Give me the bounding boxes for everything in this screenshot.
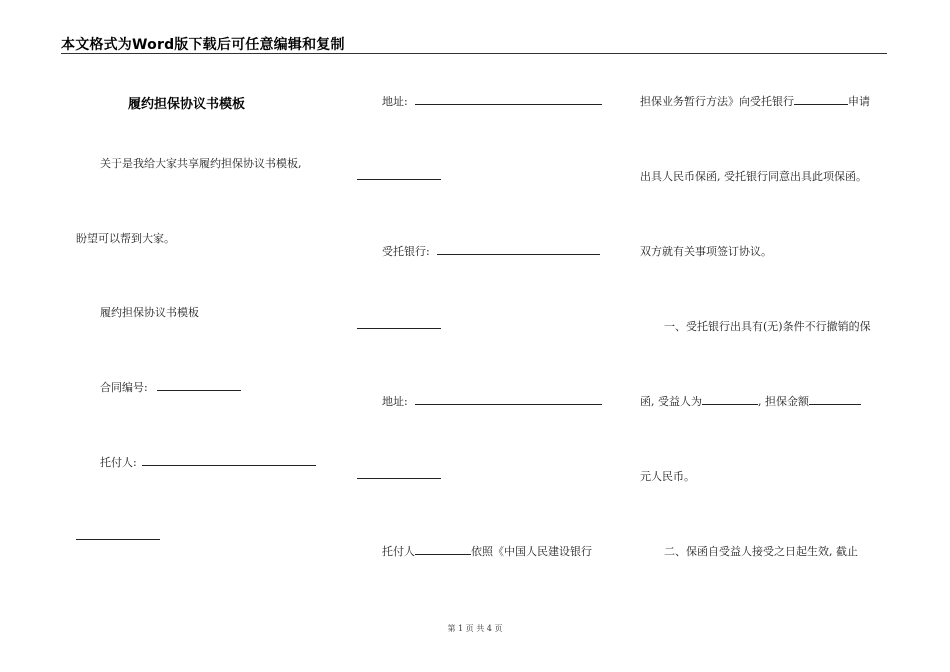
client-clause-suffix: 依照《中国人民建设银行: [471, 545, 592, 558]
bank-blank: [437, 244, 600, 255]
document-title: 履约担保协议书模板: [128, 97, 246, 112]
clause-line-5: [640, 393, 861, 409]
address-1-label: 地址:: [382, 95, 408, 108]
client-clause-blank: [415, 544, 471, 555]
subtitle: 履约担保协议书模板: [100, 306, 199, 319]
client-continuation-blank: [76, 539, 160, 540]
contract-number-label: 合同编号:: [100, 381, 148, 394]
client-clause-prefix: 托付人: [382, 545, 415, 558]
bank-label: 受托银行:: [382, 245, 430, 258]
clause-line-4: 一、受托银行出具有(无)条件不行撤销的保: [664, 320, 871, 333]
clause-line-3: 双方就有关事项签订协议。: [640, 245, 772, 258]
client-label: 托付人:: [100, 456, 137, 469]
contract-number-blank: [157, 380, 241, 391]
address-2-continuation-blank: [357, 478, 441, 479]
intro-line-2: 盼望可以帮到大家。: [76, 232, 175, 245]
clause-line-6: 元人民币。: [640, 470, 695, 483]
address-2-blank: [415, 394, 602, 405]
bank-field: [382, 243, 600, 259]
clause-line-5-prefix: 函, 受益人为: [640, 395, 702, 408]
address-1-blank: [415, 94, 602, 105]
clause-line-1-suffix: 申请: [848, 95, 870, 108]
intro-line-1: 关于是我给大家共享履约担保协议书模板,: [100, 157, 302, 170]
clause-line-1-blank: [794, 94, 848, 105]
clause-line-7: 二、保函自受益人接受之日起生效, 截止: [664, 545, 858, 558]
contract-number-field: [100, 379, 241, 395]
clause-line-1: [640, 93, 870, 109]
amount-blank: [809, 394, 861, 405]
client-field: [100, 454, 316, 470]
address-1-continuation-blank: [357, 179, 441, 180]
address-1-field: [382, 93, 602, 109]
clause-line-1-prefix: 担保业务暂行方法》向受托银行: [640, 95, 794, 108]
clause-line-5-mid: , 担保金额: [758, 395, 809, 408]
client-blank: [142, 455, 316, 466]
address-2-label: 地址:: [382, 395, 408, 408]
address-2-field: [382, 393, 602, 409]
page-number: 第 1 页 共 4 页: [447, 624, 503, 633]
beneficiary-blank: [702, 394, 758, 405]
document-header: 本文格式为Word版下载后可任意编辑和复制: [61, 37, 345, 53]
client-clause: [382, 543, 592, 559]
bank-continuation-blank: [357, 328, 441, 329]
header-divider: [61, 53, 887, 54]
clause-line-2: 出具人民币保函, 受托银行同意出具此项保函。: [640, 170, 867, 183]
